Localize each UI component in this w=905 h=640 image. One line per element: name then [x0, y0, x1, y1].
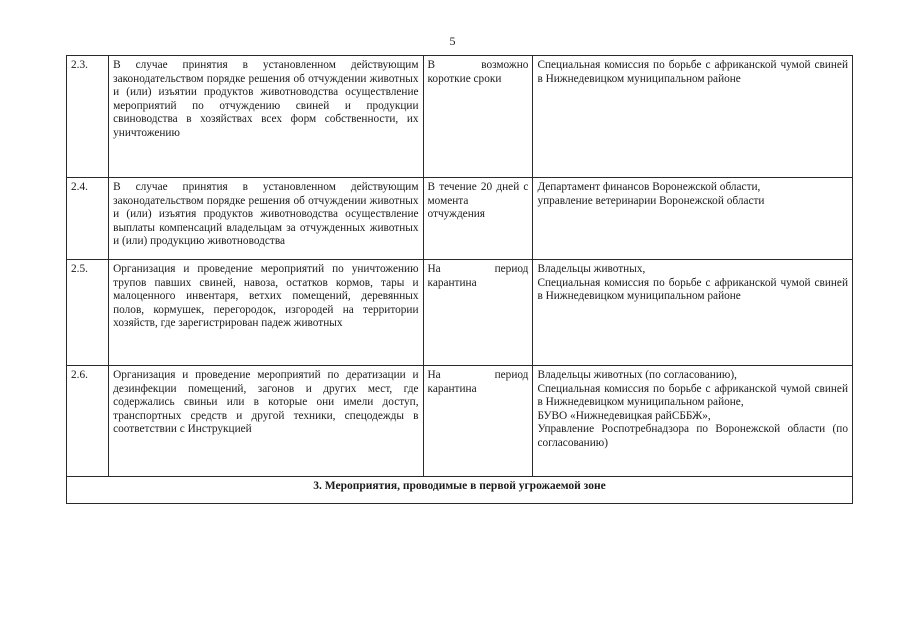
section-heading: 3. Мероприятия, проводимые в первой угрожаемой зоне	[67, 477, 853, 504]
table-row	[67, 366, 853, 477]
responsible-cell	[533, 178, 853, 260]
action-cell: В случае принятия в установленном действующим законодательством порядке решения об отчуждении животных и (или) изъятия продуктов животноводства осуществление выплаты компенсаций владельцам за отчужденных животных и (или) продукцию животноводства	[109, 178, 423, 260]
action-cell: Организация и проведение мероприятий по дератизации и дезинфекции помещений, загонов и других мест, где содержались свиньи или в которые они имели доступ, транспортных средств и другой техники, спецодежды в соответствии с Инструкцией	[109, 366, 423, 477]
responsible-line: Специальная комиссия по борьбе с африканской чумой свиней в Нижнедевицком муниципальном районе	[537, 59, 848, 85]
term-cell: На период карантина	[423, 366, 533, 477]
page-number: 5	[449, 34, 456, 48]
term-cell: В возможно короткие сроки	[423, 56, 533, 178]
term-cell: В течение 20 дней с момента отчуждения	[423, 178, 533, 260]
row-number: 2.3.	[67, 56, 109, 178]
responsible-line: Управление Роспотребнадзора по Воронежской области (по согласованию)	[537, 423, 848, 449]
responsible-line: Департамент финансов Воронежской области,	[537, 181, 761, 193]
action-cell: Организация и проведение мероприятий по уничтожению трупов павших свиней, навоза, остатков кормов, тары и малоценного инвентаря, ветхих помещений, деревянных полов, кормушек, перегородок, изгородей на территории хозяйств, где зарегистрирован падеж животных	[109, 260, 423, 366]
term-cell: На период карантина	[423, 260, 533, 366]
action-cell: В случае принятия в установленном действующим законодательством порядке решения об отчуждении животных и (или) изъятии продуктов животноводства осуществление мероприятий по отчуждению свиней и продукции свиноводства в хозяйствах всех форм собственности, их уничтожению	[109, 56, 423, 178]
responsible-cell	[533, 366, 853, 477]
section-row	[67, 477, 853, 504]
responsible-line: Владельцы животных,	[537, 263, 646, 275]
responsible-line: Владельцы животных (по согласованию),	[537, 369, 737, 381]
table-row	[67, 260, 853, 366]
measures-table	[66, 55, 853, 504]
responsible-line: БУВО «Нижнедевицкая райСББЖ»,	[537, 409, 711, 422]
responsible-line: Специальная комиссия по борьбе с африканской чумой свиней в Нижнедевицком муниципальном районе,	[537, 382, 848, 409]
responsible-cell	[533, 56, 853, 178]
row-number: 2.6.	[67, 366, 109, 477]
row-number: 2.5.	[67, 260, 109, 366]
table-row	[67, 178, 853, 260]
responsible-line: Специальная комиссия по борьбе с африканской чумой свиней в Нижнедевицком муниципальном районе	[537, 276, 848, 303]
responsible-cell	[533, 260, 853, 366]
responsible-line: управление ветеринарии Воронежской области	[537, 194, 765, 207]
row-number: 2.4.	[67, 178, 109, 260]
table-row	[67, 56, 853, 178]
